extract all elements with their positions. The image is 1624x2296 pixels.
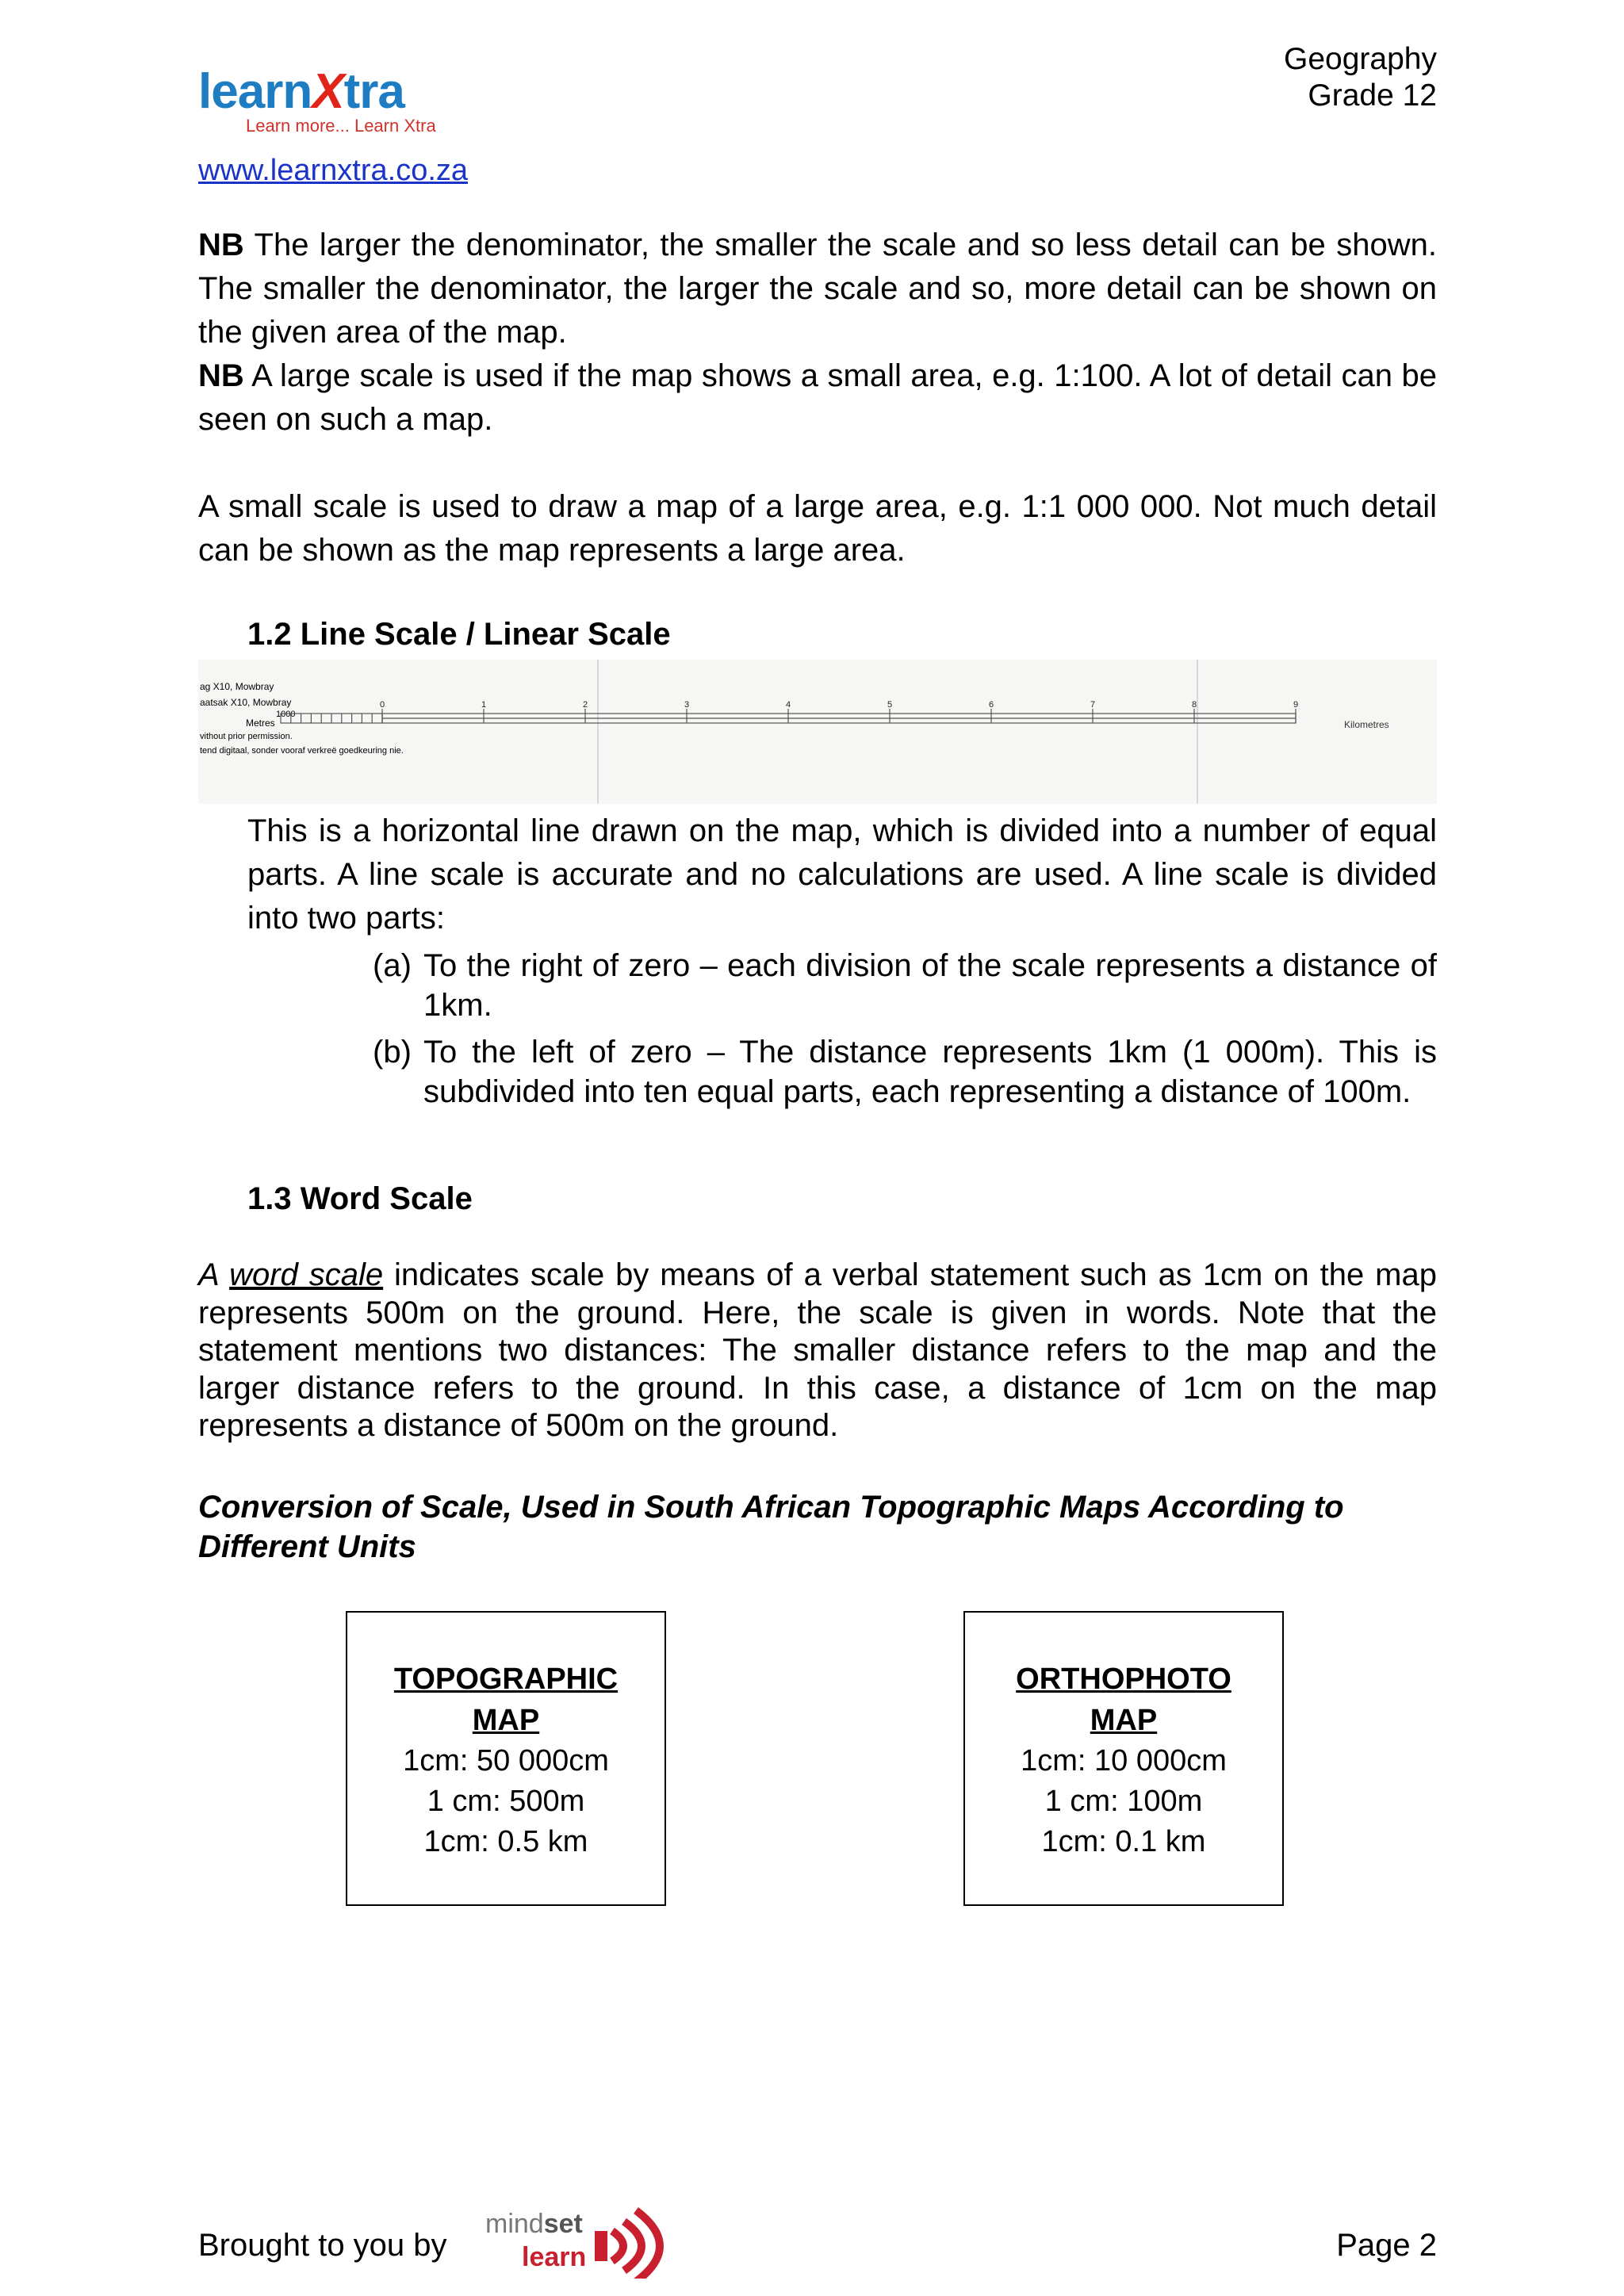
scale-text-permission: vithout prior permission. xyxy=(200,732,293,741)
scale-tick-label: 5 xyxy=(887,700,893,710)
scale-tick-label: 9 xyxy=(1293,700,1299,710)
box-line: 1cm: 0.1 km xyxy=(1041,1825,1206,1858)
list-item-text: To the right of zero – each division of the scale represents a distance of 1km. xyxy=(423,948,1437,1023)
scale-units-label: Kilometres xyxy=(1344,719,1389,730)
svg-text:learn: learn xyxy=(522,2242,587,2272)
section-heading-word-scale: 1.3 Word Scale xyxy=(247,1181,473,1216)
scale-metres-label: Metres xyxy=(246,718,275,729)
svg-text:mindset: mindset xyxy=(485,2209,583,2239)
scale-tick-label: 4 xyxy=(786,700,791,710)
footer-brought-by: Brought to you by xyxy=(198,2228,447,2263)
learnxtra-logo xyxy=(198,63,468,139)
list-item-b xyxy=(373,1032,1437,1112)
scale-metres-value: 1000 xyxy=(276,710,296,719)
conversion-heading: Conversion of Scale, Used in South African Topographic Maps According to Different Units xyxy=(198,1490,1344,1564)
nb-paragraph-2: NB A large scale is used if the map shows a small area, e.g. 1:100. A lot of detail can be seen on such a map. xyxy=(198,358,1437,437)
box-line: 1cm: 50 000cm xyxy=(403,1744,609,1777)
list-item-a xyxy=(373,946,1437,1025)
scale-tick-label: 1 xyxy=(481,700,487,710)
section-heading-line-scale: 1.2 Line Scale / Linear Scale xyxy=(247,617,671,652)
logo-wordmark: learnXtra xyxy=(198,64,404,119)
subject-grade xyxy=(1284,41,1437,114)
list-item-tag: (a) xyxy=(373,948,412,983)
scale-tick-label: 8 xyxy=(1192,700,1197,710)
scale-text-line1: ag X10, Mowbray xyxy=(200,681,274,692)
subject-label: Geography xyxy=(1284,42,1437,76)
box-title: TOPOGRAPHIC MAP xyxy=(393,1663,619,1737)
box-line: 1 cm: 100m xyxy=(1044,1785,1203,1818)
logo-tagline: Learn more... Learn Xtra xyxy=(246,116,436,136)
list-item-text: To the left of zero – The distance represents 1km (1 000m). This is subdivided into ten equal parts, each representing a distance of 100m. xyxy=(423,1035,1437,1109)
small-scale-paragraph: A small scale is used to draw a map of a large area, e.g. 1:1 000 000. Not much detail can be shown as the map represents a large area. xyxy=(198,489,1437,568)
line-scale-image xyxy=(198,660,1437,804)
website-link[interactable]: www.learnxtra.co.za xyxy=(198,154,469,187)
box-title: ORTHOPHOTO MAP xyxy=(1016,1663,1231,1737)
scale-tick-label: 2 xyxy=(583,700,588,710)
scale-tick-label: 0 xyxy=(380,700,385,710)
mindset-learn-logo xyxy=(485,2199,676,2279)
box-line: 1cm: 10 000cm xyxy=(1021,1744,1227,1777)
scale-text-afrikaans: tend digitaal, sonder vooraf verkreë goedkeuring nie. xyxy=(200,746,404,756)
word-scale-paragraph: A word scale indicates scale by means of a verbal statement such as 1cm on the map represents 500m on the ground. Here, the scale is given in words. Note that the statement mentions two distances: The smaller distance refers to the map and the larger distance refers to the ground. In this case, a distance of 1cm on the map represents a distance of 500m on the ground. xyxy=(198,1257,1437,1443)
box-line: 1 cm: 500m xyxy=(427,1785,585,1818)
orthophoto-map-box xyxy=(963,1611,1284,1906)
list-item-tag: (b) xyxy=(373,1035,412,1070)
scale-tick-label: 3 xyxy=(684,700,690,710)
topographic-map-box xyxy=(346,1611,666,1906)
nb-paragraph-1: NB The larger the denominator, the smaller the scale and so less detail can be shown. The smaller the denominator, the larger the scale and so, more detail can be shown on the given area of the map. xyxy=(198,228,1437,350)
grade-label: Grade 12 xyxy=(1308,78,1437,113)
page-number: Page 2 xyxy=(1336,2228,1437,2263)
line-scale-description: This is a horizontal line drawn on the map, which is divided into a number of equal parts. A line scale is accurate and no calculations are used. A line scale is divided into two parts: xyxy=(247,813,1437,936)
scale-text-line2: aatsak X10, Mowbray xyxy=(200,697,292,708)
scale-tick-label: 6 xyxy=(989,700,994,710)
word-scale-term: word scale xyxy=(229,1257,384,1292)
scale-tick-label: 7 xyxy=(1090,700,1096,710)
box-line: 1cm: 0.5 km xyxy=(423,1825,588,1858)
